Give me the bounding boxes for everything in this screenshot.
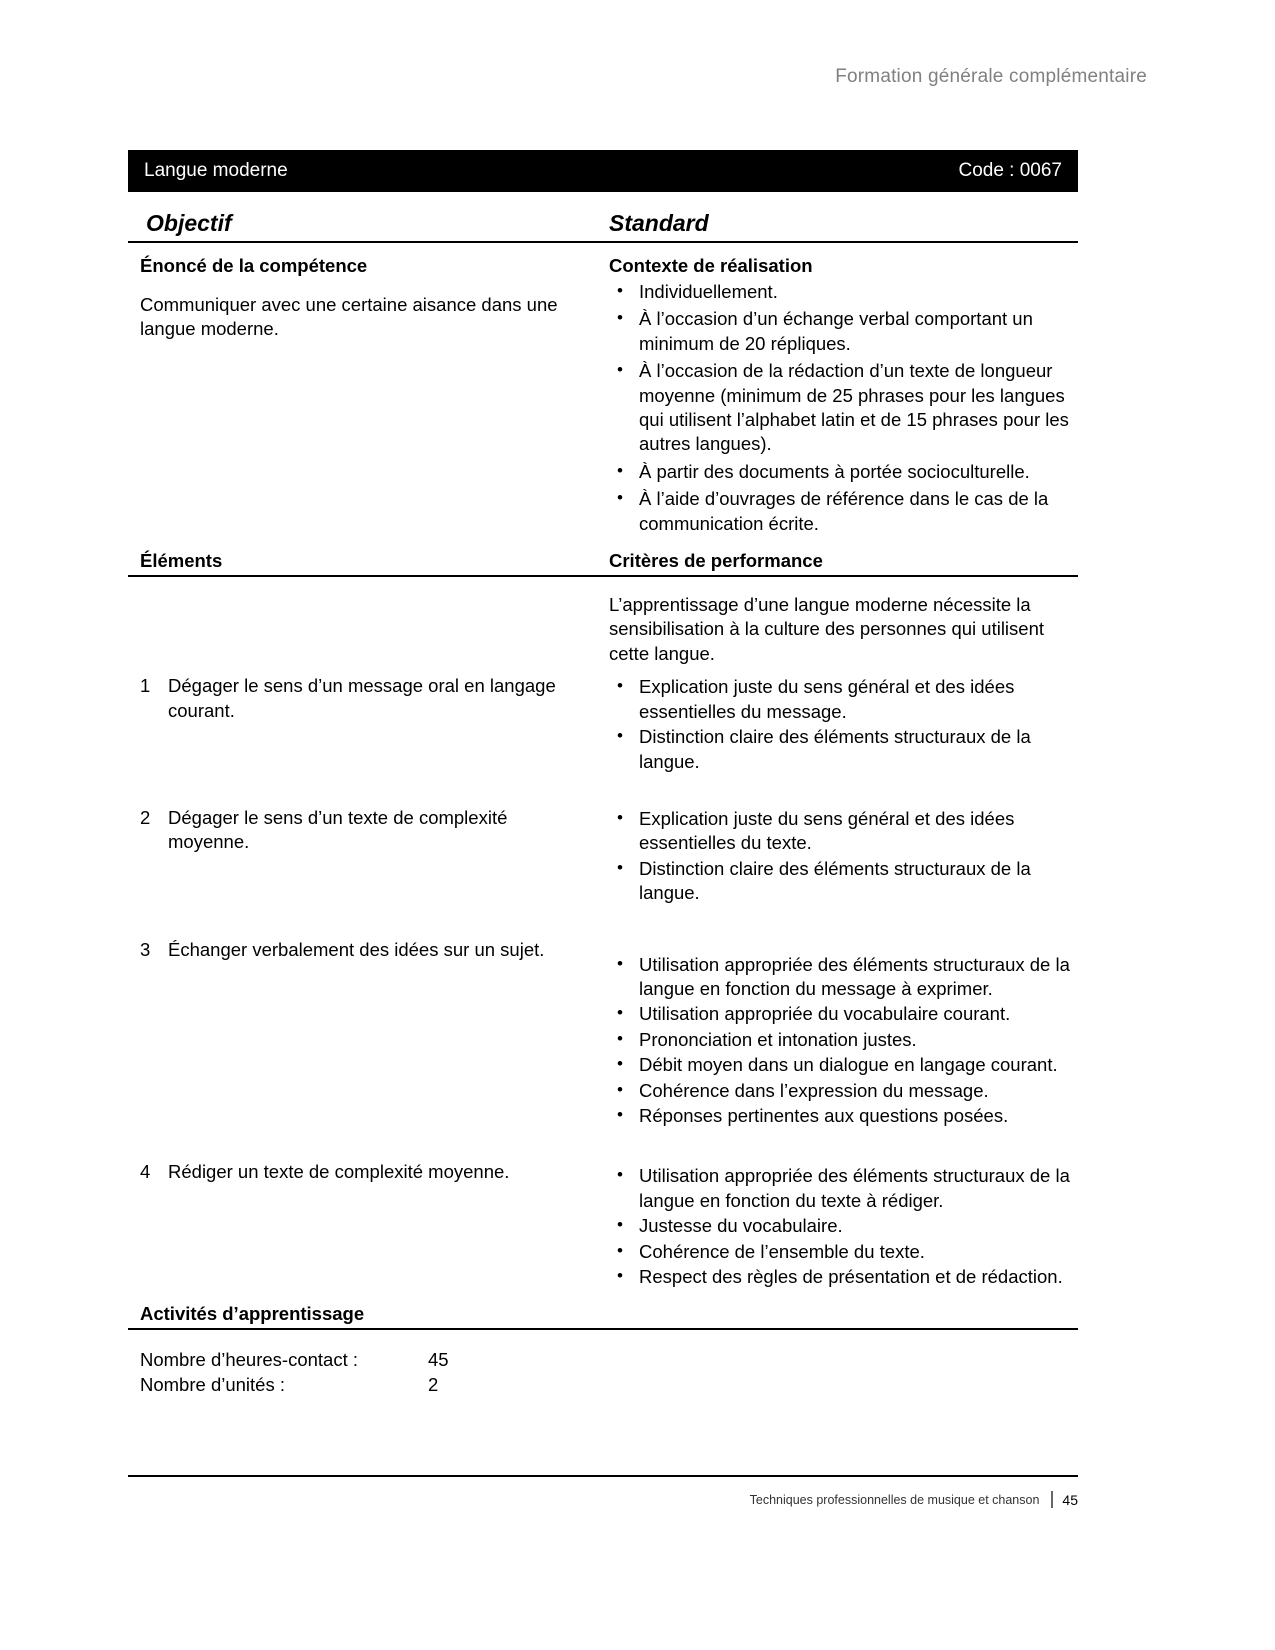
contexte-cell: [603, 243, 1078, 536]
list-item: • Individuellement.: [639, 280, 1072, 304]
list-item: • Utilisation appropriée du vocabulaire courant.: [639, 1002, 1078, 1026]
list-item: • Prononciation et intonation justes.: [639, 1028, 1078, 1052]
list-item: • Explication juste du sens général et des idées essentielles du texte.: [639, 807, 1078, 856]
competence-cell: [128, 243, 603, 536]
element-number: 1: [140, 675, 151, 697]
criteres-column-head: [603, 550, 1078, 572]
element-text: Dégager le sens d’un texte de complexité moyenne.: [168, 806, 508, 853]
units-value: 2: [428, 1374, 439, 1396]
criteres-cell: [603, 938, 1078, 1129]
table-row: [128, 774, 1078, 906]
running-header: Formation générale complémentaire: [835, 66, 1147, 87]
section-headings: [128, 536, 1078, 577]
criteres-label: Critères de performance: [609, 550, 823, 572]
table-row: [128, 1128, 1078, 1289]
criteres-list: [609, 938, 1078, 1129]
list-item: • Justesse du vocabulaire.: [639, 1214, 1078, 1238]
criteres-intro-row: [128, 577, 1078, 668]
list-item: • Distinction claire des éléments structuraux de la langue.: [639, 857, 1078, 906]
list-item: • À partir des documents à portée socioculturelle.: [639, 460, 1072, 484]
document-content: [128, 150, 1078, 1398]
list-item: • Cohérence dans l’expression du message.: [639, 1079, 1078, 1103]
element-number: 2: [140, 806, 151, 828]
criteres-list: [609, 1160, 1078, 1289]
activities-line: [140, 1348, 1078, 1373]
list-item: • À l’aide d’ouvrages de référence dans le cas de la communication écrite.: [639, 487, 1072, 536]
activities-heading: Activités d’apprentissage: [128, 1289, 1078, 1330]
table-row: [128, 668, 1078, 774]
empty-cell: [128, 577, 603, 668]
page-number: 45: [1062, 1491, 1078, 1508]
objectif-column-head: [128, 210, 603, 237]
objectif-label: Objectif: [146, 210, 232, 236]
contexte-heading: Contexte de réalisation: [609, 255, 813, 276]
activities-body: [128, 1330, 1078, 1398]
element-text: Rédiger un texte de complexité moyenne.: [168, 1161, 510, 1183]
element-text: Échanger verbalement des idées sur un sujet.: [168, 938, 545, 960]
elements-label: Éléments: [140, 550, 223, 572]
course-code: Code : 0067: [958, 160, 1062, 181]
list-item: • À l’occasion de la rédaction d’un texte de longueur moyenne (minimum de 25 phrases pour les langues qui utilisent l’alphabet latin et de 15 phrases pour les autres langues).: [639, 359, 1072, 457]
list-item: • Utilisation appropriée des éléments structuraux de la langue en fonction du message à exprimer.: [639, 953, 1078, 1002]
criteres-intro-text: L’apprentissage d’une langue moderne nécessite la sensibilisation à la culture des personnes qui utilisent cette langue.: [609, 594, 1045, 664]
element-number: 4: [140, 1161, 151, 1183]
competence-context-row: [128, 243, 1078, 536]
list-item: • Débit moyen dans un dialogue en langage courant.: [639, 1053, 1078, 1077]
list-item: • Réponses pertinentes aux questions posées.: [639, 1104, 1078, 1128]
footer-content: [128, 1477, 1078, 1508]
criteres-list: [609, 807, 1078, 906]
list-item: • Explication juste du sens général et des idées essentielles du message.: [639, 675, 1078, 724]
course-title-bar: [128, 150, 1078, 192]
criteres-cell: [603, 806, 1078, 906]
criteres-cell: [603, 674, 1078, 774]
element-cell: [128, 938, 603, 1129]
standard-column-head: [603, 210, 1078, 237]
criteres-intro-cell: [603, 577, 1078, 668]
element-number: 3: [140, 938, 151, 960]
list-item: • Respect des règles de présentation et de rédaction.: [639, 1265, 1078, 1289]
contexte-list: [609, 280, 1072, 536]
element-text: Dégager le sens d’un message oral en langage courant.: [168, 675, 556, 721]
table-row: [128, 906, 1078, 1129]
elements-column-head: [128, 550, 603, 572]
list-item: • À l’occasion d’un échange verbal comportant un minimum de 20 répliques.: [639, 307, 1072, 356]
list-item: • Cohérence de l’ensemble du texte.: [639, 1240, 1078, 1264]
element-cell: [128, 806, 603, 906]
footer-program: Techniques professionnelles de musique et chanson: [749, 1492, 1040, 1507]
standard-label: Standard: [609, 210, 709, 236]
hours-value: 45: [428, 1349, 449, 1371]
column-headings: [128, 192, 1078, 243]
list-item: • Utilisation appropriée des éléments structuraux de la langue en fonction du texte à rédiger.: [639, 1164, 1078, 1213]
competence-text: Communiquer avec une certaine aisance dans une langue moderne.: [140, 294, 558, 340]
footer-separator: [1051, 1491, 1053, 1508]
criteres-cell: [603, 1160, 1078, 1289]
activities-line: [140, 1373, 1078, 1398]
course-title: Langue moderne: [144, 160, 288, 181]
element-cell: [128, 1160, 603, 1289]
element-cell: [128, 674, 603, 774]
criteres-list: [609, 675, 1078, 774]
list-item: • Distinction claire des éléments structuraux de la langue.: [639, 725, 1078, 774]
competence-heading: Énoncé de la compétence: [140, 255, 368, 276]
hours-label: Nombre d’heures-contact :: [140, 1349, 358, 1371]
page-footer: [128, 1475, 1078, 1508]
units-label: Nombre d’unités :: [140, 1374, 285, 1396]
